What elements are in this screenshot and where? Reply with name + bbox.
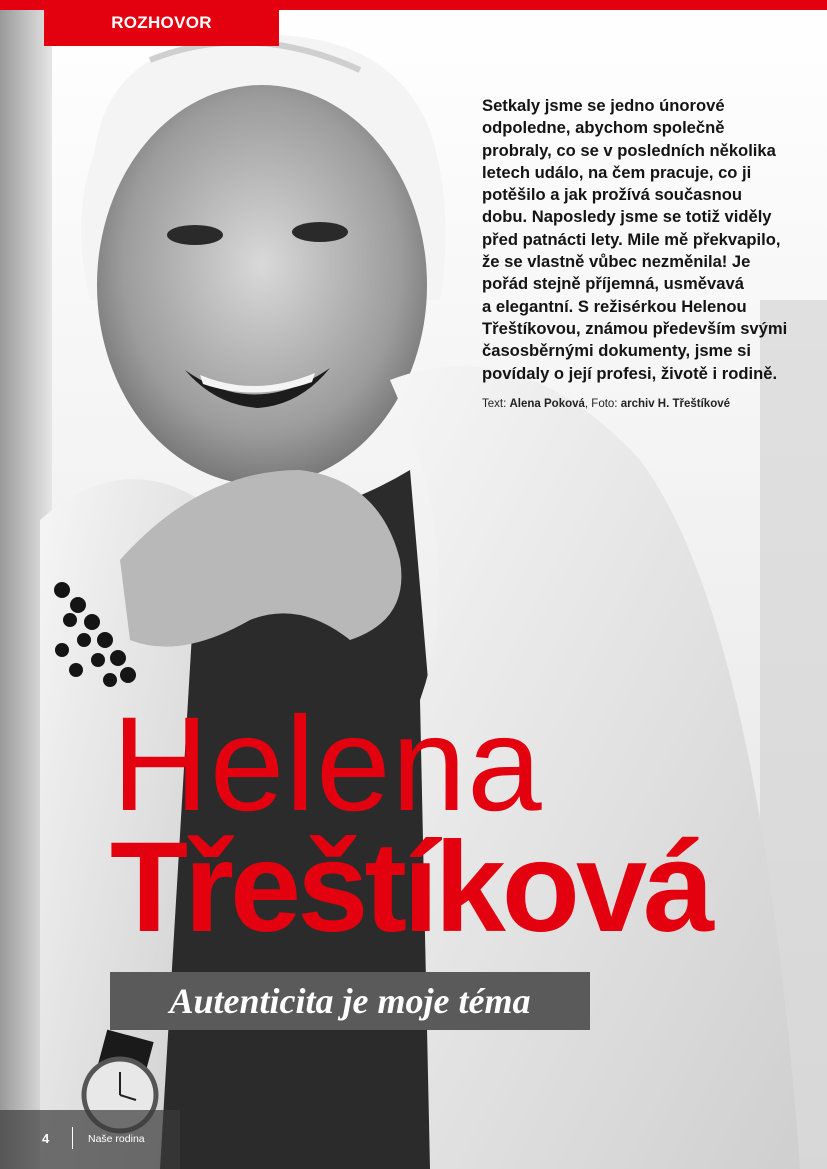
intro-paragraph [482, 95, 794, 385]
credits-photo: archiv H. Třeštíkové [620, 398, 731, 410]
intro-line: povídaly o její profesi, životě i rodině. [482, 363, 778, 383]
subtitle: Autenticita je moje téma [169, 981, 531, 1021]
credits-separator: , Foto: [584, 398, 621, 410]
intro-line: probraly, co se v posledních několika [482, 140, 776, 160]
title-last-name: Třeštíková [110, 816, 711, 959]
footer-divider [72, 1127, 73, 1149]
title-first-name: Helena [112, 690, 543, 839]
magazine-name: Naše rodina [88, 1133, 145, 1145]
intro-line: Setkaly jsme se jedno únorové [482, 96, 725, 115]
subtitle-box [110, 972, 590, 1030]
article-credits [482, 398, 782, 410]
intro-line: dobu. Naposledy jsme se totiž viděly [482, 207, 772, 227]
intro-line: potěšilo a jak prožívá současnou [482, 185, 743, 205]
intro-line: a elegantní. S režisérkou Helenou [482, 296, 747, 316]
page-number: 4 [42, 1131, 50, 1146]
intro-line: pořád stejně příjemná, usměvavá [482, 274, 744, 294]
section-label: ROZHOVOR [44, 0, 279, 46]
credits-text-label: Text: [482, 398, 510, 410]
intro-line: časosběrnými dokumenty, jsme si [482, 341, 751, 361]
intro-line: odpoledne, abychom společně [482, 118, 725, 138]
intro-line: letech událo, na čem pracuje, co ji [482, 162, 752, 182]
intro-line: že se vlastně vůbec nezměnila! Je [482, 252, 751, 272]
intro-line: Třeštíkovou, známou především svými [482, 318, 788, 338]
credits-author: Alena Poková [509, 398, 585, 410]
intro-line: před patnácti lety. Mile mě překvapilo, [482, 229, 781, 249]
